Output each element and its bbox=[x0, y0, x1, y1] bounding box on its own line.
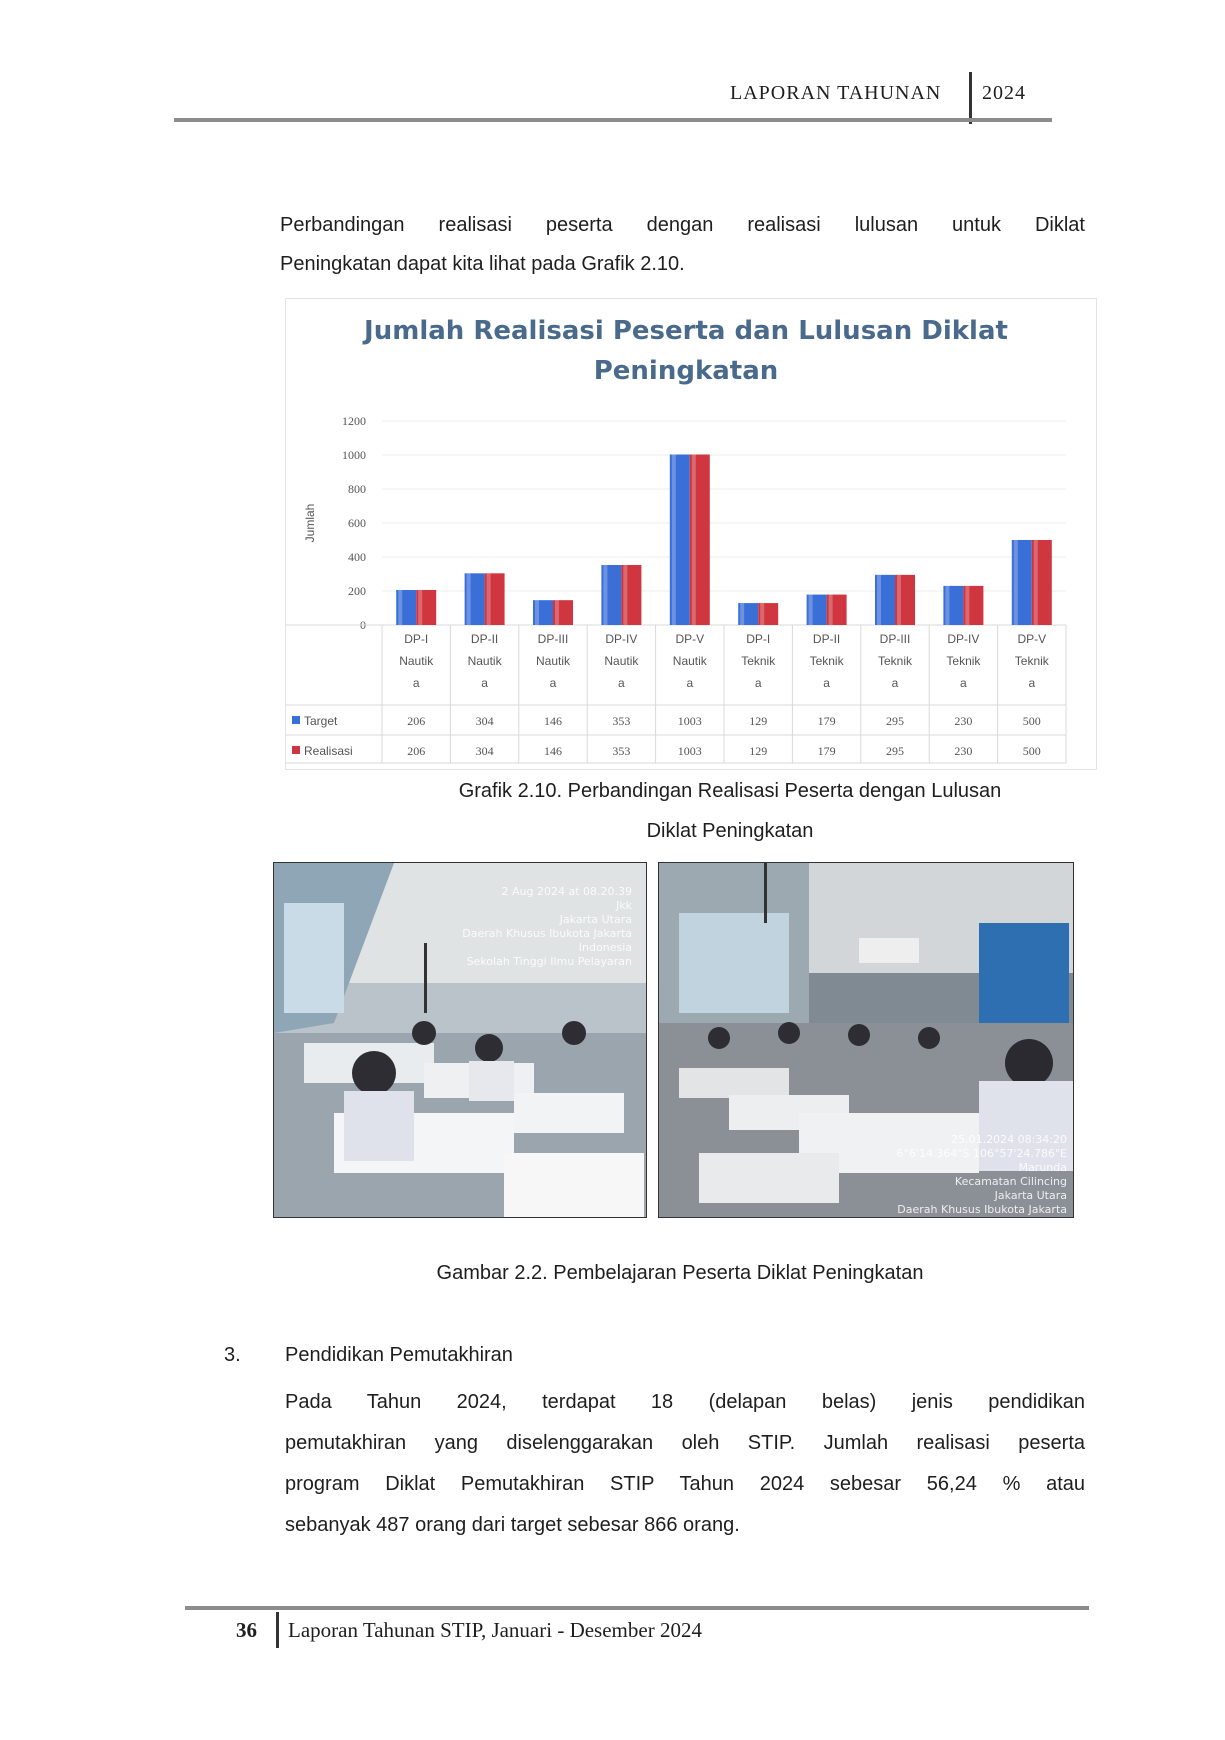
realisasi-value: 129 bbox=[749, 744, 768, 758]
category-label: DP-V bbox=[1017, 632, 1047, 646]
footer-text: Laporan Tahunan STIP, Januari - Desember 2024 bbox=[288, 1618, 702, 1642]
bar-highlight bbox=[418, 590, 422, 625]
category-label: DP-I bbox=[404, 632, 429, 646]
bar-highlight bbox=[623, 565, 627, 625]
bar-highlight bbox=[760, 603, 764, 625]
y-tick-label: 600 bbox=[348, 516, 366, 530]
y-tick-label: 0 bbox=[360, 618, 366, 632]
footer-divider bbox=[276, 1612, 279, 1648]
target-value: 129 bbox=[749, 714, 768, 728]
target-value: 295 bbox=[886, 714, 904, 728]
section-paragraph bbox=[285, 1382, 1085, 1546]
header-divider bbox=[969, 72, 972, 124]
section-line-4: sebanyak 487 orang dari target sebesar 866 orang. bbox=[285, 1514, 740, 1536]
category-label: Nautik bbox=[604, 654, 639, 668]
category-label: a bbox=[891, 676, 899, 690]
realisasi-value: 295 bbox=[886, 744, 904, 758]
photo-2-stamp bbox=[767, 1133, 1067, 1217]
chart-caption-line-2: Diklat Peningkatan bbox=[646, 820, 814, 842]
photo-caption: Gambar 2.2. Pembelajaran Peserta Diklat Peningkatan bbox=[436, 1262, 924, 1284]
category-label: Nautik bbox=[467, 654, 502, 668]
category-label: Nautik bbox=[672, 654, 707, 668]
category-label: a bbox=[960, 676, 967, 690]
photo-2-stamp-line: Marunda bbox=[1018, 1161, 1067, 1174]
realisasi-value: 146 bbox=[544, 744, 562, 758]
realisasi-value: 500 bbox=[1022, 744, 1041, 758]
photo-1-stamp-line: Indonesia bbox=[578, 941, 632, 954]
realisasi-value: 230 bbox=[954, 744, 973, 758]
target-value: 206 bbox=[407, 714, 426, 728]
category-label: DP-V bbox=[675, 632, 705, 646]
category-label: DP-IV bbox=[605, 632, 638, 646]
y-tick-label: 800 bbox=[348, 482, 366, 496]
bar-chart bbox=[285, 298, 1097, 770]
photo-2-stamp-line: Kecamatan Cilincing bbox=[954, 1175, 1067, 1188]
bar-highlight bbox=[809, 595, 813, 625]
section-number: 3. bbox=[224, 1344, 241, 1366]
classroom-photo-2 bbox=[658, 862, 1074, 1218]
photo-1-stamp-line: Daerah Khusus Ibukota Jakarta bbox=[462, 927, 632, 940]
realisasi-value: 304 bbox=[475, 744, 494, 758]
intro-line-2: Peningkatan dapat kita lihat pada Grafik 2.10. bbox=[280, 253, 685, 275]
chart-svg bbox=[286, 299, 1096, 769]
category-label: Teknik bbox=[946, 654, 981, 668]
section-line-1: Pada Tahun 2024, terdapat 18 (delapan belas) jenis pendidikan bbox=[285, 1391, 1085, 1413]
footer-rule bbox=[185, 1606, 1089, 1610]
category-label: a bbox=[686, 676, 694, 690]
category-label: a bbox=[412, 676, 420, 690]
category-label: Teknik bbox=[1014, 654, 1049, 668]
bar-highlight bbox=[945, 586, 949, 625]
category-label: DP-IV bbox=[947, 632, 980, 646]
category-label: Nautik bbox=[535, 654, 571, 668]
category-label: Nautik bbox=[399, 654, 434, 668]
realisasi-value: 206 bbox=[407, 744, 426, 758]
category-label: DP-II bbox=[470, 632, 499, 646]
footer-page-number: 36 bbox=[236, 1618, 257, 1642]
y-tick-label: 200 bbox=[348, 584, 366, 598]
category-label: a bbox=[1028, 676, 1036, 690]
bar-highlight bbox=[603, 565, 607, 625]
y-tick-label: 1200 bbox=[342, 414, 366, 428]
bar-highlight bbox=[740, 603, 744, 625]
target-value: 304 bbox=[475, 714, 494, 728]
bar-highlight bbox=[829, 595, 833, 625]
chart-title-line-2: Peningkatan bbox=[593, 356, 779, 386]
bar-highlight bbox=[877, 575, 881, 625]
header-year: 2024 bbox=[982, 82, 1026, 104]
target-value: 500 bbox=[1022, 714, 1041, 728]
bar-highlight bbox=[672, 454, 676, 625]
photo-2-stamp-line: Daerah Khusus Ibukota Jakarta bbox=[897, 1203, 1067, 1216]
intro-line-1: Perbandingan realisasi peserta dengan realisasi lulusan untuk Diklat bbox=[280, 214, 1085, 236]
legend-key-target bbox=[292, 716, 300, 724]
realisasi-value: 353 bbox=[612, 744, 631, 758]
photo-2-stamp-line: 6°6'14.364"S 106°57'24.786"E bbox=[896, 1147, 1067, 1160]
category-label: DP-III bbox=[879, 632, 911, 646]
y-tick-label: 400 bbox=[348, 550, 366, 564]
category-label: DP-III bbox=[537, 632, 569, 646]
section-line-2: pemutakhiran yang diselenggarakan oleh STIP. Jumlah realisasi peserta bbox=[285, 1432, 1085, 1454]
category-label: a bbox=[754, 676, 762, 690]
bar-highlight bbox=[555, 600, 559, 625]
bar-highlight bbox=[897, 575, 901, 625]
y-tick-label: 1000 bbox=[342, 448, 366, 462]
bar-highlight bbox=[467, 573, 471, 625]
target-value: 146 bbox=[544, 714, 562, 728]
intro-paragraph bbox=[280, 206, 1085, 284]
photo-1-stamp bbox=[372, 885, 632, 969]
category-label: Teknik bbox=[741, 654, 776, 668]
realisasi-value: 1003 bbox=[677, 744, 702, 758]
bar-highlight bbox=[535, 600, 539, 625]
category-label: a bbox=[823, 676, 830, 690]
bar-highlight bbox=[692, 454, 696, 625]
chart-caption-line-1: Grafik 2.10. Perbandingan Realisasi Peserta dengan Lulusan bbox=[458, 780, 1002, 802]
y-axis-label: Jumlah bbox=[303, 503, 317, 543]
target-value: 353 bbox=[612, 714, 631, 728]
classroom-photo-1 bbox=[273, 862, 647, 1218]
category-label: a bbox=[618, 676, 625, 690]
target-value: 230 bbox=[954, 714, 973, 728]
category-label: Teknik bbox=[809, 654, 844, 668]
bar-highlight bbox=[965, 586, 969, 625]
bar-highlight bbox=[1014, 540, 1018, 625]
realisasi-value: 179 bbox=[817, 744, 836, 758]
category-label: DP-II bbox=[812, 632, 841, 646]
legend-label-target: Target bbox=[304, 714, 338, 728]
bar-highlight bbox=[487, 573, 491, 625]
photo-1-stamp-line: Sekolah Tinggi Ilmu Pelayaran bbox=[466, 955, 632, 968]
category-label: Teknik bbox=[877, 654, 913, 668]
header-rule bbox=[174, 118, 1052, 122]
target-value: 179 bbox=[817, 714, 836, 728]
bar-highlight bbox=[398, 590, 402, 625]
category-label: DP-I bbox=[746, 632, 771, 646]
photo-1-stamp-line: Jkk bbox=[616, 899, 632, 912]
category-label: a bbox=[549, 676, 557, 690]
section-heading: Pendidikan Pemutakhiran bbox=[285, 1344, 513, 1366]
section-line-3: program Diklat Pemutakhiran STIP Tahun 2024 sebesar 56,24 % atau bbox=[285, 1473, 1085, 1495]
photo-2-stamp-line: 25.01.2024 08:34:20 bbox=[951, 1133, 1067, 1146]
photo-2-stamp-line: Jakarta Utara bbox=[994, 1189, 1067, 1202]
legend-label-realisasi: Realisasi bbox=[304, 744, 353, 758]
header-title: LAPORAN TAHUNAN bbox=[730, 82, 942, 104]
photo-1-stamp-line: 2 Aug 2024 at 08.20.39 bbox=[501, 885, 632, 898]
photo-1-stamp-line: Jakarta Utara bbox=[559, 913, 632, 926]
chart-title-line-1: Jumlah Realisasi Peserta dan Lulusan Diklat bbox=[364, 316, 1008, 346]
target-value: 1003 bbox=[677, 714, 702, 728]
bar-highlight bbox=[1034, 540, 1038, 625]
legend-key-realisasi bbox=[292, 746, 300, 754]
category-label: a bbox=[481, 676, 488, 690]
